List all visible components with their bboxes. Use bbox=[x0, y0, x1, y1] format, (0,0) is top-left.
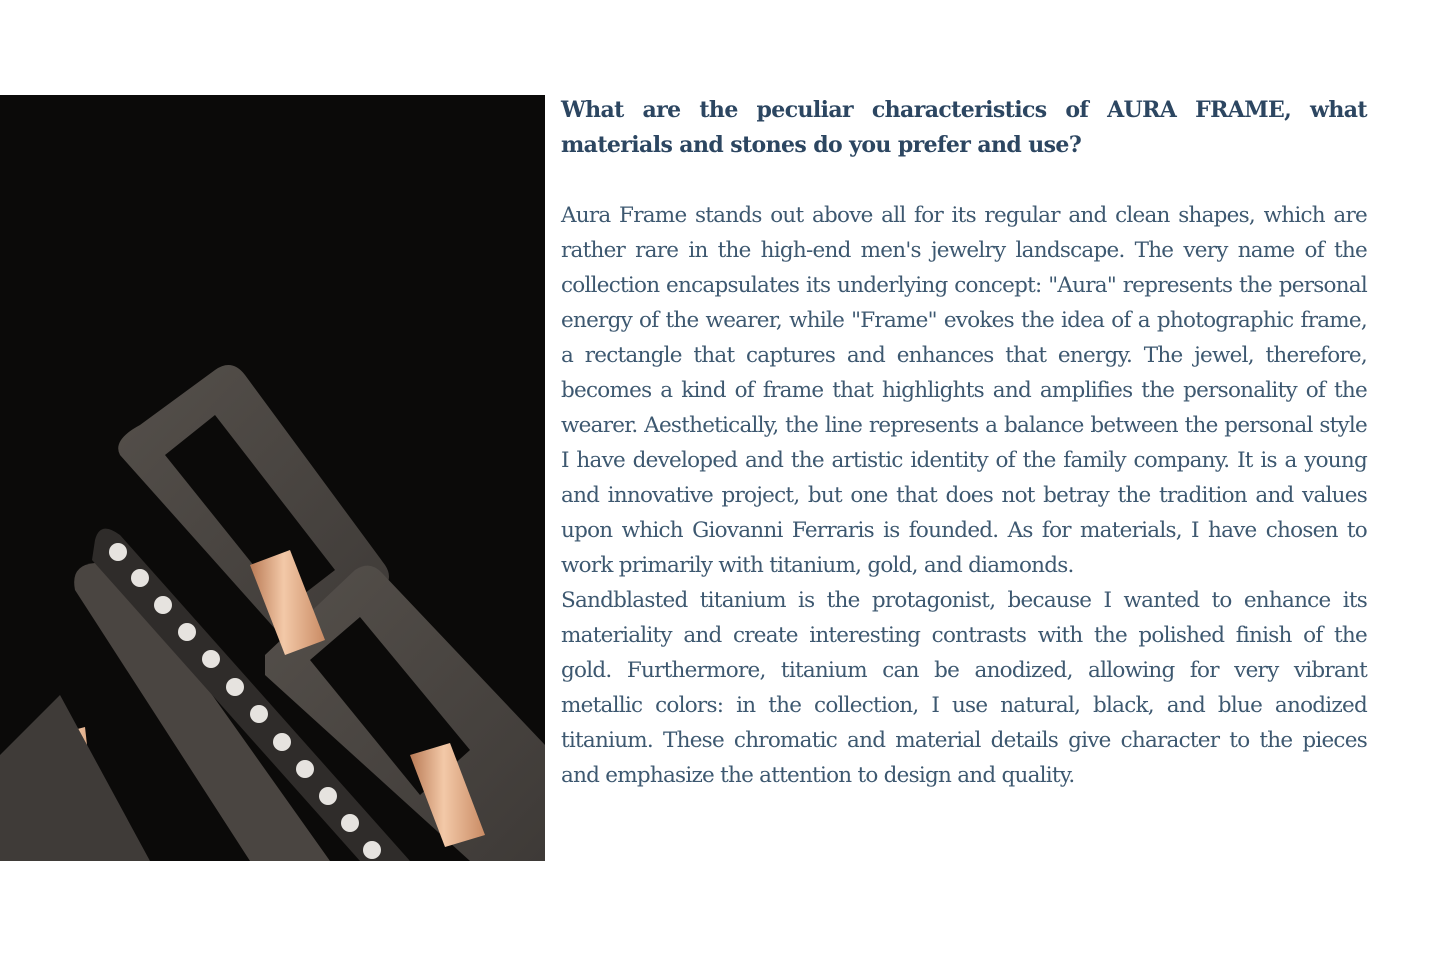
answer-paragraph: Aura Frame stands out above all for its regular and clean shapes, which are rather rare in the high-end men's jewelry landscape. The very name of the collection encapsulates its underlying concept: "Aura" represents the personal energy of the wearer, while "Frame" evokes the idea of a photographic frame, a rectangle that captures and enhances that energy. The jewel, therefore, becomes a kind of frame that highlights and amplifies the personality of the wearer. Aesthetically, the line represents a balance between the personal style I have developed and the artistic identity of the family company. It is a young and innovative project, but one that does not betray the tradition and values upon which Giovanni Ferraris is founded. As for materials, I have chosen to work primarily with titanium, gold, and diamonds. bbox=[561, 203, 1367, 578]
jewelry-photo bbox=[0, 95, 545, 861]
interview-answer bbox=[561, 198, 1367, 793]
interview-question: What are the peculiar characteristics of AURA FRAME, what materials and stones do you prefer and use? bbox=[561, 97, 1367, 158]
aura-frame-bracelet-image bbox=[0, 95, 545, 861]
answer-paragraph: Sandblasted titanium is the protagonist, because I wanted to enhance its materiality and create interesting contrasts with the polished finish of the gold. Furthermore, titanium can be anodized, allowing for very vibrant metallic colors: in the collection, I use natural, black, and blue anodized titanium. These chromatic and material details give character to the pieces and emphasize the attention to design and quality. bbox=[561, 588, 1367, 788]
article bbox=[561, 93, 1367, 793]
